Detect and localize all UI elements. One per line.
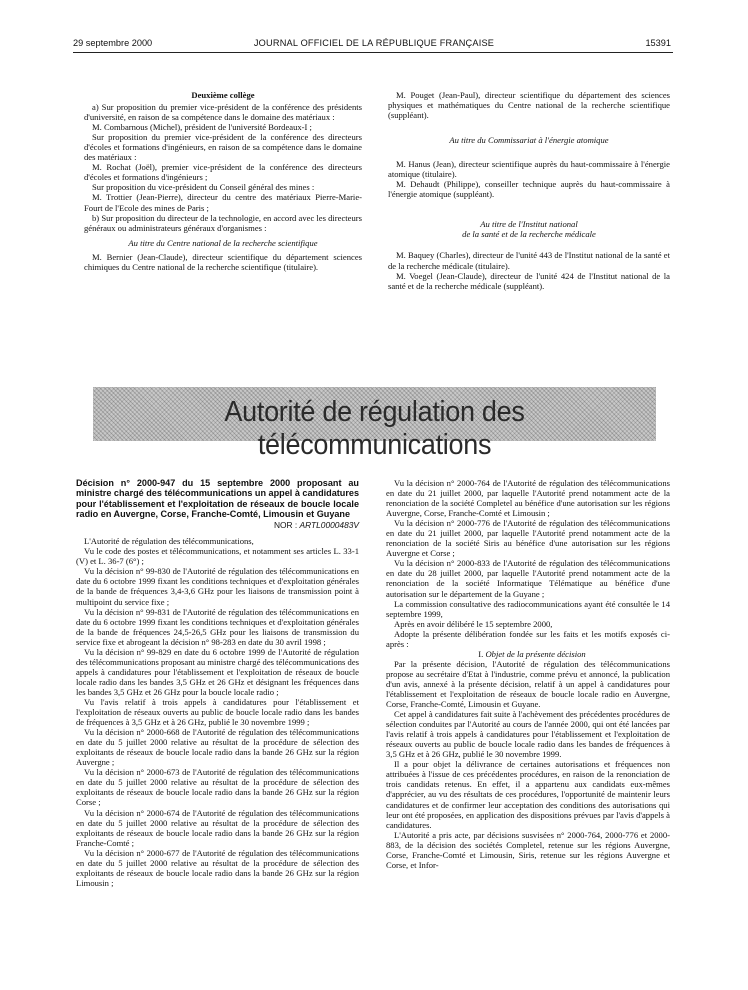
section-title: Objet de la présente décision [485,648,586,659]
top-right-column [388,90,670,291]
decision-left-column [76,478,359,888]
section-banner [93,387,656,461]
paragraph: Vu la décision n° 2000-764 de l'Autorité de régulation des télécommunications en date du 21 juillet 2000, par laquelle l'Autorité prend notamment acte de la renonciation de la société Completel au bénéfice d'une autorisation sur les régions Auvergne, Corse, Franche-Comté et Limousin ; [386,478,670,519]
paragraph: M. Dehaudt (Philippe), conseiller technique auprès du haut-commissaire à l'énergie atomique (suppléant). [388,179,670,200]
subheading: Au titre du Centre national de la recherche scientifique [128,237,318,248]
banner-title: Autorité de régulation des télécommunications [224,396,525,461]
decision-left-paragraphs [76,536,359,888]
paragraph: M. Rochat (Joël), premier vice-président de la conférence des directeurs d'écoles et formations d'ingénieurs ; [84,162,362,183]
paragraph: Vu l'avis relatif à trois appels à candidatures pour l'établissement et l'exploitation de réseaux ouverts au public de boucle locale radio dans les bandes de fréquences à 3,5 GHz et à 26 GHz, publié le 30 novembre 1999 ; [76,696,359,728]
paragraph: Vu la décision n° 99-831 de l'Autorité de régulation des télécommunications en date du 6 octobre 1999 fixant les conditions techniques et d'exploitation générales de la bande de fréquences 24,5-26,5 GHz pour les liaisons de transmission du service fixe et abrogeant la décision n° 98-283 en date du 30 avril 1998 ; [76,606,359,647]
paragraph: Par la présente décision, l'Autorité de régulation des télécommunications propose au secrétaire d'Etat à l'industrie, comme prévu et annoncé, la publication d'un avis, annexé à la présente décision, relatif à un appel à candidatures pour l'établissement et l'exploitation de réseaux de boucle locale radio en Auvergne, Corse, Franche-Comté, Limousin et Guyane. [386,658,670,710]
paragraph: Vu la décision n° 2000-674 de l'Autorité de régulation des télécommunications en date du 5 juillet 2000 relative au résultat de la procédure de sélection des exploitants de réseaux de boucle locale radio dans la bande 26 GHz sur la région Franche-Comté ; [76,807,359,848]
header-journal-title: JOURNAL OFFICIEL DE LA RÉPUBLIQUE FRANÇAISE [253,38,495,48]
nor-value: ARTL0000483V [299,520,359,531]
paragraph: M. Bernier (Jean-Claude), directeur scientifique du département sciences chimiques du Centre national de la recherche scientifique (titulaire). [84,251,362,272]
page-header [0,38,748,52]
paragraph: Vu la décision n° 2000-833 de l'Autorité de régulation des télécommunications en date du 28 juillet 2000, par laquelle l'Autorité prend notamment acte de la renonciation de la société Informatique Télématique au bénéfice d'une autorisation sur le département de la Guyane ; [386,558,670,599]
nor-label: NOR : [273,520,300,531]
paragraph: Vu le code des postes et télécommunications, et notamment ses articles L. 33-1 (V) et L. 36-7 (6°) ; [76,546,359,567]
paragraph: La commission consultative des radiocommunications ayant été consultée le 14 septembre 1999, [386,598,670,619]
paragraph: M. Trottier (Jean-Pierre), directeur du centre des matériaux Pierre-Marie-Fourt de l'Ecole des mines de Paris ; [84,192,362,213]
decision-right-paragraphs-2 [386,659,670,870]
section-heading: Deuxième collège [191,90,255,100]
paragraph: Après en avoir délibéré le 15 septembre 2000, [394,618,553,629]
top-left-column [84,90,362,272]
header-page-number: 15391 [645,38,671,48]
paragraph: Vu la décision n° 2000-673 de l'Autorité de régulation des télécommunications en date du 5 juillet 2000 relative au résultat de la procédure de sélection des exploitants de réseaux de boucle locale radio dans la bande 26 GHz sur la région Corse ; [76,767,359,808]
paragraph: M. Baquey (Charles), directeur de l'unité 443 de l'Institut national de la santé et de la recherche médicale (titulaire). [388,250,670,271]
paragraph: M. Voegel (Jean-Claude), directeur de l'unité 424 de l'Institut national de la santé et de la recherche médicale (suppléant). [388,270,670,291]
paragraph: M. Combarnous (Michel), président de l'université Bordeaux-I ; [92,122,312,133]
section-heading-objet [386,649,670,659]
nor-reference [76,520,359,530]
paragraph: Vu la décision n° 2000-668 de l'Autorité de régulation des télécommunications en date du 5 juillet 2000 relative au résultat de la procédure de sélection des exploitants de réseaux de boucle locale radio dans la bande 26 GHz sur la région Auvergne ; [76,727,359,768]
paragraph: M. Pouget (Jean-Paul), directeur scientifique du département des sciences physiques et mathématiques du Centre national de la recherche scientifique (suppléant). [388,90,670,121]
paragraph: Cet appel à candidatures fait suite à l'achèvement des précédentes procédures de sélection conduites par l'Autorité au cours de l'année 2000, qui ont été lancées par l'avis relatif à trois appels à candidatures pour l'établissement et l'exploitation de réseaux ouverts au public de boucle locale radio dans les bandes de fréquences à 3,5 GHz et à 26 GHz, publié le 30 novembre 1999. [386,709,670,760]
subheading: Au titre de l'Institut national [480,219,578,230]
paragraph: Sur proposition du vice-président du Conseil général des mines : [92,182,315,193]
subheading: de la santé et de la recherche médicale [462,229,596,240]
paragraph: M. Hanus (Jean), directeur scientifique auprès du haut-commissaire à l'énergie atomique (titulaire). [388,159,670,180]
paragraph: a) Sur proposition du premier vice-président de la conférence des présidents d'université, en raison de sa compétence dans le domaine des matériaux : [84,102,362,123]
paragraph: Vu la décision n° 99-830 de l'Autorité de régulation des télécommunications en date du 6 octobre 1999 fixant les conditions techniques et d'exploitation générales de la bande de fréquences 3,4-3,6 GHz pour les liaisons de transmission point à multipoint du service fixe ; [76,566,359,607]
header-date: 29 septembre 2000 [73,38,153,48]
decision-right-column [386,478,670,870]
paragraph: Vu la décision n° 2000-677 de l'Autorité de régulation des télécommunications en date du 5 juillet 2000 relative au résultat de la procédure de sélection des exploitants de réseaux de boucle locale radio dans la bande 26 GHz sur la région Limousin ; [76,847,359,888]
paragraph: Sur proposition du premier vice-président de la conférence des directeurs d'écoles et formations d'ingénieurs, en raison de sa compétence dans le domaine des matériaux : [84,132,362,163]
paragraph: L'Autorité de régulation des télécommunications, [84,536,254,547]
paragraph: Adopte la présente délibération fondée sur les faits et les motifs exposés ci-après : [386,628,670,649]
subheading: Au titre du Commissariat à l'énergie atomique [449,135,609,146]
paragraph: b) Sur proposition du directeur de la technologie, en accord avec les directeurs généraux ou administrateurs généraux d'organismes : [84,212,362,233]
decision-right-paragraphs [386,478,670,649]
header-rule [73,52,673,53]
paragraph: Il a pour objet la délivrance de certaines autorisations et fréquences non attribuées à l'issue de ces précédentes procédures, en raison de la renonciation de trois candidats retenus. En effet, il a appartenu aux candidats eux-mêmes d'apprécier, au vu des résultats de ces procédures, l'opportunité de maintenir leurs candidatures et de confirmer leur acceptation des conditions des autorisations qui leur ont été proposées, en application des dispositions prévues par l'avis d'appels à candidatures. [386,759,670,830]
paragraph: Vu la décision n° 99-829 en date du 6 octobre 1999 de l'Autorité de régulation des télécommunications proposant au ministre chargé des télécommunications des appels à candidatures pour l'établissement et l'exploitation de réseaux de boucle locale radio dans les bandes 3,5 GHz et 26 GHz et désignant les fréquences dans les bandes 3,5 GHz et 26 GHz pour la boucle locale radio ; [76,646,359,697]
decision-title: Décision n° 2000-947 du 15 septembre 2000 proposant au ministre chargé des télécommunications un appel à candidatures pour l'établissement et l'exploitation de réseaux de boucle locale radio en Auvergne, Corse, Franche-Comté, Limousin et Guyane [76,478,359,519]
paragraph: Vu la décision n° 2000-776 de l'Autorité de régulation des télécommunications en date du 21 juillet 2000, par laquelle l'Autorité prend notamment acte de la renonciation de la société Siris au bénéfice d'une autorisation sur les régions Auvergne et Corse ; [386,518,670,559]
section-number: I. [478,648,486,659]
paragraph: L'Autorité a pris acte, par décisions susvisées n° 2000-764, 2000-776 et 2000-883, de la décision des sociétés Completel, retenue sur les régions Auvergne, Corse, Franche-Comté et Limousin, Siris, retenue sur les régions Auvergne et Corse, et Infor- [386,829,670,870]
